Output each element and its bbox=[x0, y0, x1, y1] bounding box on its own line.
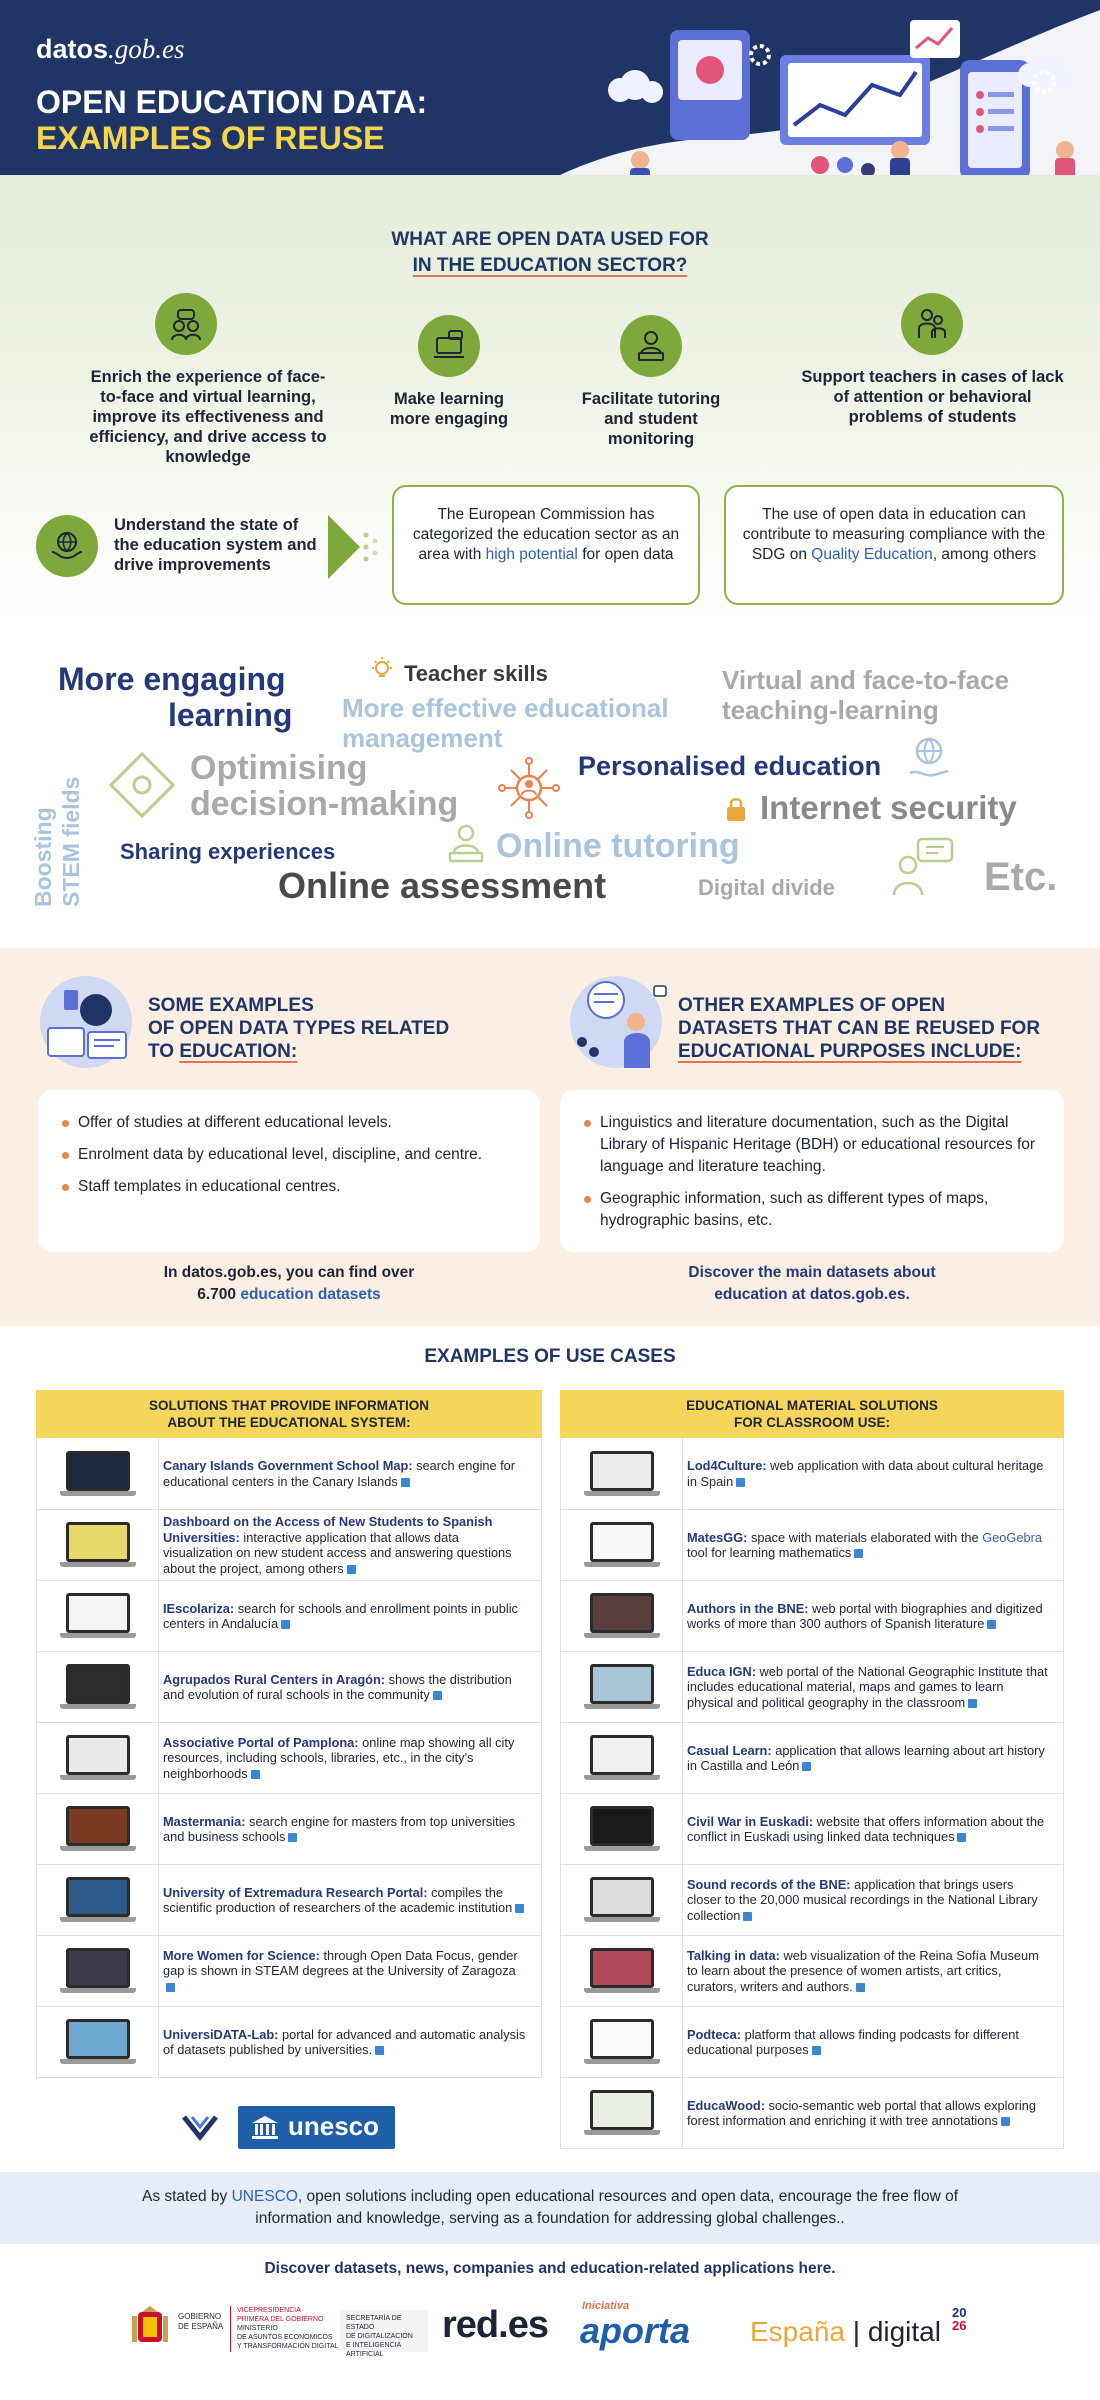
laptop-screenshot-icon bbox=[60, 1522, 136, 1568]
lightbulb-icon bbox=[368, 655, 396, 683]
header bbox=[0, 0, 1100, 175]
use-case-name-link[interactable]: Canary Islands Government School Map: bbox=[163, 1458, 413, 1473]
use-case-name-link[interactable]: Podteca: bbox=[687, 2026, 742, 2042]
use-case-row[interactable] bbox=[561, 1580, 1063, 1651]
globe-hands-icon bbox=[36, 515, 98, 577]
cloud-effective-management-1: More effective educational bbox=[342, 693, 669, 723]
espana-digital-logo: España | digital bbox=[750, 2316, 941, 2347]
cloud-more-engaging: More engaging bbox=[58, 661, 286, 697]
laptop-screenshot-icon bbox=[584, 1451, 660, 1497]
laptop-screenshot-icon bbox=[60, 1593, 136, 1639]
thumbnail-cell bbox=[561, 1794, 683, 1864]
cloud-virtual-2: teaching-learning bbox=[722, 695, 939, 725]
use-case-text: Mastermania: search engine for masters from top universities and business schools bbox=[163, 1813, 516, 1844]
thumbnail-cell bbox=[561, 1865, 683, 1935]
external-link-icon[interactable] bbox=[251, 1770, 260, 1779]
use-case-row[interactable] bbox=[561, 1509, 1063, 1580]
use-case-text: Agrupados Rural Centers in Aragón: shows the distribution and evolution of rural schools in the community bbox=[163, 1671, 512, 1702]
use-case-row[interactable] bbox=[561, 2077, 1063, 2148]
puzzle-icon bbox=[106, 749, 178, 821]
external-link-icon[interactable] bbox=[736, 1478, 745, 1487]
laptop-screenshot-icon bbox=[584, 1522, 660, 1568]
use-case-text: Casual Learn: application that allows learning about art history in Castilla and León bbox=[687, 1742, 1045, 1773]
coat-of-arms-icon bbox=[130, 2306, 170, 2350]
thumbnail-cell bbox=[561, 1723, 683, 1793]
right-examples-title-3: EDUCATIONAL PURPOSES INCLUDE: bbox=[678, 1041, 1022, 1062]
network-person-icon bbox=[496, 755, 562, 821]
list-item: Staff templates in educational centres. bbox=[78, 1176, 514, 1198]
thumbnail-cell bbox=[561, 1652, 683, 1722]
external-link-icon[interactable] bbox=[515, 1904, 524, 1913]
use-case-row[interactable] bbox=[37, 1864, 541, 1935]
use-case-text: EducaWood: socio-semantic web portal that allows exploring forest information and enriching it with tree annotations bbox=[687, 2097, 1036, 2128]
thumbnail-cell bbox=[561, 1438, 683, 1509]
use-case-name-link[interactable]: Sound records of the BNE: bbox=[687, 1876, 851, 1892]
laptop-screenshot-icon bbox=[60, 1806, 136, 1852]
use-enrich-learning: Enrich the experience of face-to-face and virtual learning, improve its effectiveness and efficiency, and drive access to knowledge bbox=[89, 368, 327, 466]
use-case-row[interactable] bbox=[37, 1509, 541, 1580]
use-case-text: More Women for Science: through Open Data Focus, gender gap is shown in STEAM degrees at the University of Zaragoza bbox=[159, 1948, 541, 1995]
cloud-optimising: Optimising bbox=[190, 749, 368, 787]
use-case-name-link[interactable]: MatesGG: bbox=[687, 1529, 748, 1545]
use-case-text: Lod4Culture: web application with data about cultural heritage in Spain bbox=[687, 1458, 1044, 1489]
use-case-row[interactable] bbox=[561, 1438, 1063, 1509]
use-tutoring: Facilitate tutoring and student monitoring bbox=[581, 390, 721, 448]
chat-people-icon bbox=[888, 835, 956, 899]
laptop-chat-icon bbox=[418, 315, 480, 377]
use-case-name-link[interactable]: Associative Portal of Pamplona: bbox=[163, 1734, 359, 1750]
redes-logo: red.es bbox=[442, 2304, 548, 2346]
dots-decoration-icon bbox=[362, 529, 382, 565]
left-column-header: SOLUTIONS THAT PROVIDE INFORMATION ABOUT THE EDUCATIONAL SYSTEM: bbox=[36, 1390, 542, 1438]
list-item: Geographic information, such as different types of maps, hydrographic basins, etc. bbox=[600, 1188, 1038, 1232]
external-link-icon[interactable] bbox=[987, 1620, 996, 1629]
external-link-icon[interactable] bbox=[433, 1691, 442, 1700]
use-case-text: Podteca: platform that allows finding podcasts for different educational purposes bbox=[687, 2026, 1019, 2057]
thumbnail-cell bbox=[37, 1936, 159, 2006]
year-2026-logo: 20 26 bbox=[952, 2305, 967, 2333]
use-case-text: UniversiDATA-Lab: portal for advanced and automatic analysis of datasets published by universities. bbox=[163, 2026, 526, 2057]
laptop-screenshot-icon bbox=[60, 1877, 136, 1923]
use-case-row[interactable] bbox=[37, 1722, 541, 1793]
use-case-row[interactable] bbox=[561, 2006, 1063, 2077]
aporta-logo: aporta bbox=[580, 2310, 691, 2351]
laptop-screenshot-icon bbox=[60, 1735, 136, 1781]
word-cloud bbox=[0, 625, 1100, 950]
unesco-logo: unesco bbox=[238, 2106, 395, 2149]
use-case-row[interactable] bbox=[37, 1793, 541, 1864]
thumbnail-cell bbox=[561, 1936, 683, 2006]
temple-icon bbox=[250, 2114, 280, 2140]
gobierno-logo: GOBIERNO DE ESPAÑA bbox=[178, 2312, 224, 2331]
use-case-row[interactable] bbox=[561, 1722, 1063, 1793]
use-case-text: Talking in data: web visualization of the Reina Sofía Museum to learn about the presence of women artists, art critics, curators, writers and authors. bbox=[687, 1947, 1039, 1994]
use-case-row[interactable] bbox=[37, 1580, 541, 1651]
external-link-icon[interactable] bbox=[812, 2046, 821, 2055]
external-link-icon[interactable] bbox=[854, 1549, 863, 1558]
cloud-learning: learning bbox=[168, 697, 293, 733]
cloud-teacher-skills: Teacher skills bbox=[404, 661, 548, 686]
use-case-row[interactable] bbox=[37, 1651, 541, 1722]
use-case-name-link[interactable]: University of Extremadura Research Portal: bbox=[163, 1884, 428, 1900]
use-case-row[interactable] bbox=[37, 1935, 541, 2006]
right-use-case-list bbox=[560, 1438, 1064, 2149]
use-case-text: Authors in the BNE: web portal with biographies and digitized works of more than 300 authors of Spanish literature bbox=[687, 1600, 1043, 1631]
use-case-name-link[interactable]: EducaWood: bbox=[687, 2097, 765, 2113]
laptop-screenshot-icon bbox=[584, 1948, 660, 1994]
thumbnail-cell bbox=[37, 1865, 159, 1935]
page-title-line-1: OPEN EDUCATION DATA: bbox=[36, 84, 428, 120]
use-case-name-link[interactable]: Agrupados Rural Centers in Aragón: bbox=[163, 1671, 386, 1687]
external-link-icon[interactable] bbox=[347, 1565, 356, 1574]
laptop-screenshot-icon bbox=[584, 2090, 660, 2136]
use-case-name-link[interactable]: Casual Learn: bbox=[687, 1742, 772, 1758]
list-item: Linguistics and literature documentation, such as the Digital Library of Hispanic Heritage (BDH) or educational resources for language and literature teaching. bbox=[600, 1112, 1038, 1178]
brand-logo[interactable]: datos.gob.es bbox=[36, 34, 185, 64]
use-case-text: Associative Portal of Pamplona: online map showing all city resources, including schools, libraries, etc., in the city's neighborhoods bbox=[163, 1734, 515, 1781]
cloud-decision-making: decision-making bbox=[190, 785, 459, 823]
thumbnail-cell bbox=[561, 2007, 683, 2077]
thumbnail-cell bbox=[37, 1510, 159, 1580]
footer-logos bbox=[0, 2300, 1100, 2400]
use-case-text: Dashboard on the Access of New Students to Spanish Universities: interactive application that allows data visualization on new student access and answering questions about the project, among others bbox=[163, 1514, 512, 1576]
list-item: Enrolment data by educational level, discipline, and centre. bbox=[78, 1144, 514, 1166]
thumbnail-cell bbox=[37, 1794, 159, 1864]
data-types-illustration-icon bbox=[34, 972, 138, 1072]
external-link-icon[interactable] bbox=[288, 1833, 297, 1842]
external-link-icon[interactable] bbox=[856, 1983, 865, 1992]
external-link-icon[interactable] bbox=[802, 1762, 811, 1771]
right-column-header: EDUCATIONAL MATERIAL SOLUTIONS FOR CLASSROOM USE: bbox=[560, 1390, 1064, 1438]
use-case-row[interactable] bbox=[561, 1864, 1063, 1935]
cloud-personalised: Personalised education bbox=[578, 751, 882, 781]
right-examples-title-2: DATASETS THAT CAN BE REUSED FOR bbox=[678, 1018, 1041, 1039]
laptop-screenshot-icon bbox=[60, 1451, 136, 1497]
thumbnail-cell bbox=[37, 1723, 159, 1793]
right-examples-title-1: OTHER EXAMPLES OF OPEN bbox=[678, 995, 946, 1016]
uses-question-line-2: IN THE EDUCATION SECTOR? bbox=[412, 255, 688, 276]
use-case-name-link[interactable]: IEscolariza: bbox=[163, 1600, 235, 1616]
left-examples-title-3: TO EDUCATION: bbox=[148, 1041, 298, 1062]
cloud-effective-management-2: management bbox=[342, 723, 503, 753]
data-types-card bbox=[38, 1090, 540, 1252]
use-case-name-link[interactable]: Civil War in Euskadi: bbox=[687, 1813, 814, 1829]
use-case-text: Educa IGN: web portal of the National Geographic Institute that includes educational material, maps and games to learn physical and political geography in the classroom bbox=[687, 1663, 1048, 1710]
cloud-online-assessment: Online assessment bbox=[278, 865, 607, 906]
use-case-name-link[interactable]: Talking in data: bbox=[687, 1947, 780, 1963]
use-case-text: University of Extremadura Research Portal: compiles the scientific production of researchers of the academic institution bbox=[159, 1885, 541, 1916]
thumbnail-cell bbox=[37, 1652, 159, 1722]
use-case-name-link[interactable]: UniversiDATA-Lab: bbox=[163, 2026, 279, 2042]
external-link-icon[interactable] bbox=[957, 1833, 966, 1842]
use-case-row[interactable] bbox=[561, 1793, 1063, 1864]
use-case-name-link[interactable]: Educa IGN: bbox=[687, 1663, 756, 1679]
tutor-computer-icon bbox=[620, 315, 682, 377]
thumbnail-cell bbox=[561, 2078, 683, 2148]
external-link-icon[interactable] bbox=[401, 1478, 410, 1487]
partner-logos bbox=[180, 2106, 395, 2149]
use-case-name-link[interactable]: Lod4Culture: bbox=[687, 1458, 767, 1473]
list-item: Offer of studies at different educational levels. bbox=[78, 1112, 514, 1134]
use-engaging-learning: Make learning more engaging bbox=[389, 390, 509, 428]
examples-section bbox=[0, 948, 1100, 1326]
external-link-icon[interactable] bbox=[1001, 2117, 1010, 2126]
ministerio-logo: VICEPRESIDENCIA PRIMERA DEL GOBIERNO MINISTERIO DE ASUNTOS ECONÓMICOS Y TRANSFORMACIÓN DIGITAL bbox=[230, 2306, 340, 2352]
cloud-virtual-1: Virtual and face-to-face bbox=[722, 665, 1010, 695]
laptop-screenshot-icon bbox=[60, 2019, 136, 2065]
arrow-right-icon bbox=[328, 515, 360, 579]
use-cases-title: EXAMPLES OF USE CASES bbox=[424, 1346, 676, 1367]
discover-datasets-link[interactable]: Discover the main datasets about education at datos.gob.es. bbox=[688, 1264, 936, 1303]
external-link-icon[interactable] bbox=[743, 1912, 752, 1921]
ec-potential-box: The European Commission has categorized the education sector as an area with high potential for open data bbox=[392, 485, 700, 605]
use-support-teachers: Support teachers in cases of lack of attention or behavioral problems of students bbox=[801, 368, 1064, 426]
use-case-name-link[interactable]: Dashboard on the Access of New Students to Spanish Universities: bbox=[163, 1514, 493, 1545]
laptop-screenshot-icon bbox=[584, 1877, 660, 1923]
datasets-count-note[interactable]: In datos.gob.es, you can find over 6.700 education datasets bbox=[163, 1264, 415, 1303]
cloud-digital-divide: Digital divide bbox=[698, 875, 835, 900]
secretaria-logo: SECRETARÍA DE ESTADO DE DIGITALIZACIÓN E INTELIGENCIA ARTIFICIAL bbox=[340, 2310, 428, 2352]
use-case-row[interactable] bbox=[561, 1651, 1063, 1722]
use-case-name-link[interactable]: Authors in the BNE: bbox=[687, 1600, 809, 1616]
page-title-line-2: EXAMPLES OF REUSE bbox=[36, 120, 385, 156]
cloud-etc: Etc. bbox=[984, 855, 1058, 899]
thumbnail-cell bbox=[37, 2007, 159, 2077]
use-case-text: Canary Islands Government School Map: search engine for educational centers in the Canary Islands bbox=[163, 1458, 516, 1489]
laptop-screenshot-icon bbox=[584, 1735, 660, 1781]
use-case-row[interactable] bbox=[37, 1438, 541, 1509]
uses-section bbox=[0, 175, 1100, 625]
cloud-online-tutoring: Online tutoring bbox=[496, 827, 740, 865]
laptop-screenshot-icon bbox=[584, 1664, 660, 1710]
laptop-screenshot-icon bbox=[584, 1593, 660, 1639]
laptop-screenshot-icon bbox=[584, 1806, 660, 1852]
laptop-screenshot-icon bbox=[584, 2019, 660, 2065]
external-link-icon[interactable] bbox=[166, 1983, 175, 1992]
laptop-screenshot-icon bbox=[60, 1948, 136, 1994]
external-link-icon[interactable] bbox=[281, 1620, 290, 1629]
left-use-case-list bbox=[36, 1438, 542, 2078]
uses-question-line-1: WHAT ARE OPEN DATA USED FOR bbox=[391, 229, 709, 250]
thumbnail-cell bbox=[37, 1438, 159, 1509]
unesco-quote: As stated by UNESCO, open solutions including open educational resources and open data, encourage the free flow of information and knowledge, serving as a foundation for addressing global challenges.. bbox=[0, 2172, 1100, 2244]
chevron-logo-icon bbox=[180, 2113, 220, 2143]
sdg-quality-box: The use of open data in education can contribute to measuring compliance with the SDG on Quality Education, among others bbox=[724, 485, 1064, 605]
reuse-datasets-card bbox=[560, 1090, 1064, 1252]
iniciativa-label: Iniciativa bbox=[582, 2300, 630, 2312]
use-case-name-link[interactable]: Mastermania: bbox=[163, 1813, 246, 1829]
thumbnail-cell bbox=[561, 1510, 683, 1580]
discover-link[interactable]: Discover datasets, news, companies and education-related applications here. bbox=[264, 2260, 836, 2277]
teacher-students-icon bbox=[901, 293, 963, 355]
thumbnail-cell bbox=[37, 1581, 159, 1651]
use-case-text: Sound records of the BNE: application that brings users closer to the 20,000 musical recordings in the National Library collection bbox=[687, 1876, 1038, 1923]
use-case-text: Civil War in Euskadi: website that offers information about the conflict in Euskadi using linked data techniques bbox=[687, 1813, 1045, 1844]
globe-hand-icon bbox=[904, 733, 954, 783]
left-examples-title-1: SOME EXAMPLES bbox=[148, 995, 314, 1016]
people-chat-icon bbox=[155, 293, 217, 355]
cloud-stem-fields: STEM fields bbox=[58, 776, 84, 907]
online-tutor-icon bbox=[446, 821, 486, 867]
external-link-icon[interactable] bbox=[968, 1699, 977, 1708]
cloud-internet-security: Internet security bbox=[760, 789, 1017, 826]
datasets-illustration-icon bbox=[562, 972, 670, 1072]
left-examples-title-2: OF OPEN DATA TYPES RELATED bbox=[148, 1018, 450, 1039]
use-case-text: IEscolariza: search for schools and enrollment points in public centers in Andalucía bbox=[163, 1600, 518, 1631]
use-understand-system: Understand the state of the education system and drive improvements bbox=[114, 516, 317, 574]
laptop-screenshot-icon bbox=[60, 1664, 136, 1710]
cloud-boosting: Boosting bbox=[30, 807, 56, 907]
lock-icon bbox=[724, 795, 748, 823]
cloud-sharing-experiences: Sharing experiences bbox=[120, 839, 336, 864]
use-case-row[interactable] bbox=[561, 1935, 1063, 2006]
thumbnail-cell bbox=[561, 1581, 683, 1651]
use-case-row[interactable] bbox=[37, 2006, 541, 2077]
use-case-text: MatesGG: space with materials elaborated with the GeoGebra tool for learning mathematics bbox=[687, 1529, 1042, 1560]
hero-illustration-icon bbox=[560, 0, 1100, 190]
external-link-icon[interactable] bbox=[375, 2046, 384, 2055]
use-case-name-link[interactable]: More Women for Science: bbox=[163, 1947, 320, 1963]
